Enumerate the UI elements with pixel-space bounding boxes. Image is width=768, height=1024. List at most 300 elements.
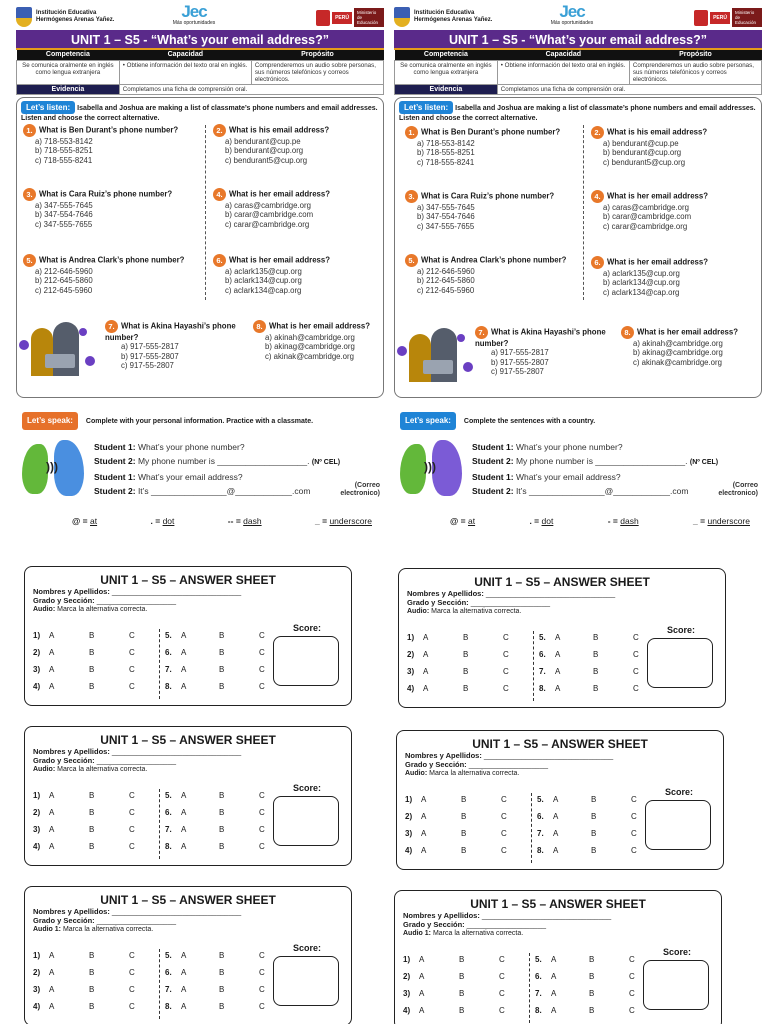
- header: [394, 4, 762, 30]
- grade-field[interactable]: Grado y Sección: ___________________: [33, 596, 177, 605]
- answer-option[interactable]: A: [49, 665, 55, 674]
- audio-instruction: Audio: Marca la alternativa correcta.: [405, 770, 520, 777]
- question-number: 2): [33, 808, 41, 817]
- answer-option[interactable]: C: [259, 808, 265, 817]
- answer-option[interactable]: A: [49, 1002, 55, 1011]
- answer-option[interactable]: C: [501, 812, 507, 821]
- question-4: 4. What is her email address? a) caras@cambridge.org b) carar@cambridge.com c) carar@cambridge.org: [591, 190, 761, 232]
- competency-table: Competencia Capacidad Propósito Se comunica oralmente en inglés como lengua extranjera • Obtiene información del texto oral en inglés. Comprenderemos un audio sobre personas, sus números telefónicos y correos electrónicos. Evidencia Completamos una ficha de comprensión oral.: [394, 50, 762, 95]
- institution-name: Institución Educativa Hermógenes Arenas Yañez.: [36, 10, 115, 23]
- answer-option[interactable]: C: [501, 846, 507, 855]
- answer-option[interactable]: B: [219, 648, 225, 657]
- people-with-laptop-illustration: [23, 320, 93, 376]
- answer-option[interactable]: B: [591, 795, 597, 804]
- answer-option[interactable]: C: [129, 648, 135, 657]
- question-number: 2): [405, 812, 413, 821]
- score-area: Score:: [273, 623, 341, 686]
- answer-option[interactable]: A: [181, 682, 187, 691]
- answer-option[interactable]: B: [89, 665, 95, 674]
- header: [16, 4, 384, 30]
- answer-option[interactable]: B: [219, 631, 225, 640]
- answer-option[interactable]: B: [89, 791, 95, 800]
- answer-row: [405, 812, 645, 829]
- answer-row: [33, 985, 273, 1002]
- question-number: 1): [403, 955, 411, 964]
- answer-option[interactable]: C: [259, 951, 265, 960]
- question-number: 1): [405, 795, 413, 804]
- unit-title: UNIT 1 – S5 - “What’s your email address?”: [394, 30, 762, 50]
- answer-option[interactable]: A: [553, 846, 559, 855]
- answer-option[interactable]: A: [553, 812, 559, 821]
- audio-instruction: Audio: Marca la alternativa correcta.: [33, 606, 148, 613]
- answer-option[interactable]: B: [219, 665, 225, 674]
- answer-option[interactable]: C: [631, 846, 637, 855]
- answer-option[interactable]: A: [49, 968, 55, 977]
- answer-option[interactable]: A: [421, 829, 427, 838]
- answer-option[interactable]: C: [259, 631, 265, 640]
- answer-option[interactable]: A: [419, 955, 425, 964]
- question-8: 8. What is her email address? a) akinah@cambridge.org b) akinag@cambridge.org c) akinak@cambridge.org: [253, 320, 383, 362]
- question-number: 4): [403, 1006, 411, 1015]
- answer-option[interactable]: A: [49, 682, 55, 691]
- question-number: 2): [407, 650, 415, 659]
- answer-option[interactable]: A: [555, 684, 561, 693]
- question-number: 3): [403, 989, 411, 998]
- answer-option[interactable]: C: [129, 985, 135, 994]
- question-number: 7.: [535, 989, 542, 998]
- score-box[interactable]: [643, 960, 709, 1010]
- audio-instruction: Audio: Marca la alternativa correcta.: [407, 608, 522, 615]
- answer-row: [33, 842, 273, 859]
- score-box[interactable]: [273, 796, 339, 846]
- audio-instruction: Audio: Marca la alternativa correcta.: [33, 766, 148, 773]
- answer-sheet-title: UNIT 1 – S5 – ANSWER SHEET: [472, 737, 648, 751]
- dialogue: Student 1: What’s your phone number? Student 2: My phone number is ___________________. (Nº CEL) Student 1: What’s your email address? Student 2: It’s ________________@____________.com (Correo electronico): [472, 442, 758, 497]
- answer-row: [407, 667, 647, 684]
- speak-section: Let’s speak: Complete with your personal information. Practice with a classmate. ))) Student 1: What’s your phone number? Student 2: My phone number is ___________________. (Nº CEL) Student 1: What’s your email address? Student 2: It’s ________________@____________.com (Correo electronico) @ = at . = dot -- = dash _ = underscore: [16, 412, 384, 520]
- answer-option[interactable]: A: [181, 842, 187, 851]
- answer-row: [33, 825, 273, 842]
- answer-row: [407, 633, 647, 650]
- answer-option[interactable]: C: [259, 665, 265, 674]
- jec-logo: Jec Más oportunidades: [172, 2, 216, 26]
- answer-option[interactable]: C: [629, 989, 635, 998]
- lets-speak-tag: Let’s speak:: [22, 412, 78, 430]
- answer-option[interactable]: C: [129, 665, 135, 674]
- answer-option[interactable]: B: [589, 989, 595, 998]
- grade-field[interactable]: Grado y Sección: ___________________: [403, 920, 547, 929]
- answer-option[interactable]: A: [181, 968, 187, 977]
- question-number: 3): [33, 665, 41, 674]
- audio-instruction: Audio 1: Marca la alternativa correcta.: [33, 926, 154, 933]
- answer-option[interactable]: A: [551, 1006, 557, 1015]
- question-number: 7.: [165, 985, 172, 994]
- answer-option[interactable]: A: [423, 650, 429, 659]
- answer-sheet-title: UNIT 1 – S5 – ANSWER SHEET: [470, 897, 646, 911]
- answer-row: [405, 846, 645, 863]
- worksheet-left: [16, 4, 384, 526]
- question-1: 1. What is Ben Durant’s phone number? a) 718-553-8142 b) 718-555-8251 c) 718-555-8241: [405, 126, 581, 168]
- answer-option[interactable]: A: [49, 648, 55, 657]
- question-number: 4): [33, 1002, 41, 1011]
- question-number: 7.: [539, 667, 546, 676]
- answer-option[interactable]: C: [259, 648, 265, 657]
- question-number: 4): [33, 842, 41, 851]
- score-box[interactable]: [647, 638, 713, 688]
- question-number: 3): [33, 985, 41, 994]
- answer-row: [407, 650, 647, 667]
- answer-options-grid: [33, 791, 273, 859]
- question-number: 8.: [165, 1002, 172, 1011]
- answer-option[interactable]: B: [593, 633, 599, 642]
- dashed-divider: [205, 125, 206, 300]
- question-number: 6.: [535, 972, 542, 981]
- question-number: 6.: [165, 648, 172, 657]
- name-field[interactable]: Nombres y Apellidos: _______________________________: [33, 587, 242, 596]
- answer-option[interactable]: B: [89, 842, 95, 851]
- answer-option[interactable]: B: [463, 633, 469, 642]
- question-7: 7. What is Akina Hayashi’s phone number? a) 917-555-2817 b) 917-555-2807 c) 917-55-2807: [475, 327, 606, 376]
- answer-option[interactable]: C: [129, 951, 135, 960]
- answer-row: [407, 684, 647, 701]
- talking-heads-illustration: ))): [20, 438, 92, 498]
- answer-option[interactable]: B: [459, 955, 465, 964]
- question-number: 7.: [537, 829, 544, 838]
- answer-options-grid: [403, 955, 643, 1023]
- answer-option[interactable]: A: [49, 951, 55, 960]
- answer-option[interactable]: A: [419, 989, 425, 998]
- name-field[interactable]: Nombres y Apellidos: _______________________________: [403, 911, 612, 920]
- peru-shield-icon: [316, 10, 330, 26]
- answer-option[interactable]: A: [181, 665, 187, 674]
- answer-sheet-title: UNIT 1 – S5 – ANSWER SHEET: [100, 573, 276, 587]
- answer-row: [403, 955, 643, 972]
- answer-option[interactable]: B: [219, 985, 225, 994]
- school-crest-icon: [394, 7, 410, 27]
- answer-option[interactable]: C: [501, 829, 507, 838]
- answer-option[interactable]: B: [463, 667, 469, 676]
- grade-field[interactable]: Grado y Sección: ___________________: [33, 756, 177, 765]
- answer-option[interactable]: A: [49, 842, 55, 851]
- answer-option[interactable]: B: [89, 808, 95, 817]
- answer-option[interactable]: C: [259, 985, 265, 994]
- answer-option[interactable]: B: [219, 968, 225, 977]
- question-number: 4): [405, 846, 413, 855]
- grade-field[interactable]: Grado y Sección: ___________________: [405, 760, 549, 769]
- answer-row: [403, 972, 643, 989]
- question-number: 3): [405, 829, 413, 838]
- answer-option[interactable]: B: [219, 791, 225, 800]
- answer-option[interactable]: B: [589, 972, 595, 981]
- question-number: 2): [403, 972, 411, 981]
- grade-field[interactable]: Grado y Sección: ___________________: [407, 598, 551, 607]
- answer-option[interactable]: B: [593, 684, 599, 693]
- answer-option[interactable]: C: [633, 684, 639, 693]
- answer-option[interactable]: A: [181, 951, 187, 960]
- score-box[interactable]: [645, 800, 711, 850]
- question-number: 3): [33, 825, 41, 834]
- answer-row: [33, 1002, 273, 1019]
- answer-option[interactable]: B: [463, 684, 469, 693]
- dashed-divider: [583, 125, 584, 300]
- peru-shield-icon: [694, 10, 708, 26]
- people-with-laptop-illustration: [401, 326, 471, 382]
- answer-option[interactable]: B: [463, 650, 469, 659]
- question-number: 5.: [165, 951, 172, 960]
- question-7: 7. What is Akina Hayashi’s phone number? a) 917-555-2817 b) 917-555-2807 c) 917-55-2807: [105, 321, 236, 370]
- answer-option[interactable]: A: [423, 633, 429, 642]
- answer-option[interactable]: A: [181, 808, 187, 817]
- answer-option[interactable]: C: [631, 795, 637, 804]
- answer-option[interactable]: B: [89, 968, 95, 977]
- symbols-legend: @ = at . = dot - = dash _ = underscore: [450, 516, 750, 526]
- answer-option[interactable]: C: [501, 795, 507, 804]
- listen-section: Let’s listen: Isabella and Joshua are making a list of classmate’s phone numbers and email addresses. Listen and choose the correct alternative. 1. What is Ben Durant’s phone number? a) 718-553-8142 b) 718-555-8251 c) 718-555-8241 2. What is his email address? a) bendurant@cup.pe b) bendurant@cup.org c) bendurant5@cup.org 3. What is Cara Ruiz’s phone number? a) 347-555-7645 b) 347-554-7646 c) 347-555-7655 4. What is her email address? a) caras@cambridge.org b) carar@cambridge.com c) carar@cambridge.org 5. What is Andrea Clark’s phone number? a) 212-646-5960 b) 212-645-5860 c) 212-645-5960 6. What is her email address? a) aclark135@cup.org b) aclark134@cup.org c) aclark134@cap.org 7. What is Akina Hayashi’s phone number? a) 917-555-2817 b) 917-555-2807 c) 917-55-2807 8. What is her email address? a) akinah@cambridge.org b) akinag@cambridge.org c) akinak@cambridge.org: [16, 97, 384, 398]
- answer-option[interactable]: A: [555, 667, 561, 676]
- question-number: 1): [33, 791, 41, 800]
- question-6: 6. What is her email address? a) aclark135@cup.org b) aclark134@cup.org c) aclark134@cap.org: [213, 254, 383, 296]
- score-area: Score:: [273, 943, 341, 1006]
- answer-option[interactable]: C: [629, 972, 635, 981]
- answer-option[interactable]: A: [421, 812, 427, 821]
- answer-option[interactable]: A: [551, 955, 557, 964]
- answer-option[interactable]: B: [591, 829, 597, 838]
- answer-option[interactable]: C: [129, 808, 135, 817]
- answer-option[interactable]: C: [259, 825, 265, 834]
- question-number: 5.: [165, 791, 172, 800]
- question-number: 8.: [539, 684, 546, 693]
- answer-option[interactable]: A: [551, 989, 557, 998]
- answer-option[interactable]: B: [89, 682, 95, 691]
- score-box[interactable]: [273, 956, 339, 1006]
- answer-option[interactable]: C: [259, 682, 265, 691]
- answer-option[interactable]: C: [633, 633, 639, 642]
- answer-option[interactable]: C: [499, 972, 505, 981]
- answer-option[interactable]: B: [461, 829, 467, 838]
- answer-option[interactable]: A: [49, 631, 55, 640]
- answer-option[interactable]: A: [419, 1006, 425, 1015]
- answer-option[interactable]: C: [499, 955, 505, 964]
- score-area: Score:: [645, 787, 713, 850]
- lets-speak-tag: Let’s speak:: [400, 412, 456, 430]
- answer-options-grid: [405, 795, 645, 863]
- answer-sheet-card: [396, 730, 724, 870]
- answer-option[interactable]: A: [181, 791, 187, 800]
- question-2: 2. What is his email address? a) bendurant@cup.pe b) bendurant@cup.org c) bendurant5@cup.org: [213, 124, 383, 166]
- answer-option[interactable]: B: [459, 972, 465, 981]
- answer-option[interactable]: B: [459, 1006, 465, 1015]
- answer-option[interactable]: B: [591, 812, 597, 821]
- answer-option[interactable]: C: [129, 682, 135, 691]
- answer-option[interactable]: C: [633, 667, 639, 676]
- question-5: 5. What is Andrea Clark’s phone number? a) 212-646-5960 b) 212-645-5860 c) 212-645-5960: [23, 254, 203, 296]
- answer-option[interactable]: C: [503, 633, 509, 642]
- answer-option[interactable]: C: [633, 650, 639, 659]
- score-area: Score:: [647, 625, 715, 688]
- answer-option[interactable]: C: [629, 1006, 635, 1015]
- worksheet-right: [394, 4, 762, 526]
- ministry-logo: PERÚ Ministerio de Educación: [694, 8, 762, 27]
- answer-option[interactable]: A: [49, 791, 55, 800]
- question-number: 6.: [539, 650, 546, 659]
- answer-option[interactable]: B: [89, 648, 95, 657]
- answer-option[interactable]: A: [421, 795, 427, 804]
- answer-option[interactable]: C: [259, 968, 265, 977]
- answer-option[interactable]: A: [421, 846, 427, 855]
- question-5: 5. What is Andrea Clark’s phone number? a) 212-646-5960 b) 212-645-5860 c) 212-645-5960: [405, 254, 581, 296]
- answer-option[interactable]: B: [593, 667, 599, 676]
- question-number: 3): [407, 667, 415, 676]
- question-number: 6.: [165, 968, 172, 977]
- answer-option[interactable]: B: [593, 650, 599, 659]
- question-number: 7.: [165, 665, 172, 674]
- answer-option[interactable]: C: [129, 825, 135, 834]
- answer-option[interactable]: A: [49, 985, 55, 994]
- question-number: 6.: [165, 808, 172, 817]
- answer-option[interactable]: A: [423, 684, 429, 693]
- answer-option[interactable]: A: [181, 825, 187, 834]
- answer-option[interactable]: C: [129, 842, 135, 851]
- answer-option[interactable]: B: [459, 989, 465, 998]
- name-field[interactable]: Nombres y Apellidos: _______________________________: [407, 589, 616, 598]
- answer-option[interactable]: C: [129, 1002, 135, 1011]
- question-number: 8.: [537, 846, 544, 855]
- question-number: 4): [33, 682, 41, 691]
- answer-option[interactable]: C: [629, 955, 635, 964]
- answer-sheet-card: [394, 890, 722, 1024]
- answer-option[interactable]: B: [589, 955, 595, 964]
- speak-section: Let’s speak: Complete the sentences with a country. ))) Student 1: What’s your phone number? Student 2: My phone number is ___________________. (Nº CEL) Student 1: What’s your email address? Student 2: It’s ________________@____________.com (Correo electronico) @ = at . = dot - = dash _ = underscore: [394, 412, 762, 520]
- ministry-logo: PERÚ Ministerio de Educación: [316, 8, 384, 27]
- answer-option[interactable]: A: [553, 795, 559, 804]
- answer-option[interactable]: C: [259, 1002, 265, 1011]
- answer-sheet-card: [24, 886, 352, 1024]
- answer-option[interactable]: C: [129, 631, 135, 640]
- question-number: 5.: [165, 631, 172, 640]
- answer-option[interactable]: B: [89, 631, 95, 640]
- answer-sheet-title: UNIT 1 – S5 – ANSWER SHEET: [100, 733, 276, 747]
- question-1: 1. What is Ben Durant’s phone number? a) 718-553-8142 b) 718-555-8251 c) 718-555-8241: [23, 124, 203, 166]
- question-number: 1): [407, 633, 415, 642]
- answer-option[interactable]: A: [553, 829, 559, 838]
- answer-option[interactable]: C: [259, 791, 265, 800]
- question-number: 5.: [535, 955, 542, 964]
- question-8: 8. What is her email address? a) akinah@cambridge.org b) akinag@cambridge.org c) akinak@cambridge.org: [621, 326, 761, 368]
- answer-option[interactable]: B: [219, 825, 225, 834]
- talking-heads-illustration: ))): [398, 438, 470, 498]
- answer-options-grid: [407, 633, 647, 701]
- answer-row: [33, 968, 273, 985]
- score-box[interactable]: [273, 636, 339, 686]
- answer-option[interactable]: B: [219, 842, 225, 851]
- answer-row: [405, 795, 645, 812]
- answer-option[interactable]: C: [631, 812, 637, 821]
- answer-sheet-card: [24, 566, 352, 706]
- answer-row: [33, 682, 273, 699]
- answer-option[interactable]: A: [49, 808, 55, 817]
- answer-option[interactable]: B: [89, 1002, 95, 1011]
- answer-sheet-title: UNIT 1 – S5 – ANSWER SHEET: [474, 575, 650, 589]
- answer-option[interactable]: B: [219, 808, 225, 817]
- answer-option[interactable]: C: [499, 1006, 505, 1015]
- answer-option[interactable]: B: [89, 985, 95, 994]
- answer-option[interactable]: A: [181, 985, 187, 994]
- answer-option[interactable]: A: [181, 648, 187, 657]
- answer-option[interactable]: A: [49, 825, 55, 834]
- answer-option[interactable]: B: [461, 812, 467, 821]
- answer-option[interactable]: C: [503, 667, 509, 676]
- answer-option[interactable]: B: [219, 1002, 225, 1011]
- symbols-legend: @ = at . = dot -- = dash _ = underscore: [72, 516, 372, 526]
- answer-option[interactable]: B: [591, 846, 597, 855]
- audio-instruction: Audio 1: Marca la alternativa correcta.: [403, 930, 524, 937]
- answer-options-grid: [33, 951, 273, 1019]
- school-crest-icon: [16, 7, 32, 27]
- lets-listen-tag: Let’s listen:: [399, 101, 453, 114]
- question-number: 2): [33, 648, 41, 657]
- answer-row: [405, 829, 645, 846]
- question-number: 1): [33, 951, 41, 960]
- answer-option[interactable]: C: [499, 989, 505, 998]
- grade-field[interactable]: Grado y Sección: ___________________: [33, 916, 177, 925]
- answer-option[interactable]: A: [181, 631, 187, 640]
- answer-row: [33, 631, 273, 648]
- answer-option[interactable]: C: [129, 791, 135, 800]
- name-field[interactable]: Nombres y Apellidos: _______________________________: [405, 751, 614, 760]
- question-number: 6.: [537, 812, 544, 821]
- answer-sheet-card: [398, 568, 726, 708]
- answer-option[interactable]: C: [631, 829, 637, 838]
- answer-row: [33, 648, 273, 665]
- question-number: 2): [33, 968, 41, 977]
- answer-option[interactable]: B: [219, 951, 225, 960]
- question-3: 3. What is Cara Ruiz’s phone number? a) 347-555-7645 b) 347-554-7646 c) 347-555-7655: [405, 190, 581, 232]
- answer-options-grid: [33, 631, 273, 699]
- answer-option[interactable]: A: [555, 633, 561, 642]
- answer-sheet-title: UNIT 1 – S5 – ANSWER SHEET: [100, 893, 276, 907]
- answer-option[interactable]: B: [89, 825, 95, 834]
- answer-option[interactable]: B: [461, 795, 467, 804]
- answer-row: [33, 951, 273, 968]
- jec-logo: Jec Más oportunidades: [550, 2, 594, 26]
- name-field[interactable]: Nombres y Apellidos: _______________________________: [33, 747, 242, 756]
- question-number: 7.: [165, 825, 172, 834]
- answer-option[interactable]: A: [551, 972, 557, 981]
- answer-option[interactable]: B: [89, 951, 95, 960]
- answer-option[interactable]: C: [503, 650, 509, 659]
- answer-option[interactable]: C: [259, 842, 265, 851]
- answer-option[interactable]: B: [461, 846, 467, 855]
- answer-option[interactable]: B: [589, 1006, 595, 1015]
- name-field[interactable]: Nombres y Apellidos: _______________________________: [33, 907, 242, 916]
- question-number: 5.: [539, 633, 546, 642]
- score-area: Score:: [273, 783, 341, 846]
- question-4: 4. What is her email address? a) caras@cambridge.org b) carar@cambridge.com c) carar@cambridge.org: [213, 188, 383, 230]
- question-number: 4): [407, 684, 415, 693]
- answer-option[interactable]: C: [129, 968, 135, 977]
- answer-row: [33, 665, 273, 682]
- score-area: Score:: [643, 947, 711, 1010]
- answer-option[interactable]: A: [423, 667, 429, 676]
- answer-option[interactable]: B: [219, 682, 225, 691]
- answer-option[interactable]: A: [181, 1002, 187, 1011]
- answer-option[interactable]: A: [419, 972, 425, 981]
- question-number: 5.: [537, 795, 544, 804]
- question-number: 8.: [165, 682, 172, 691]
- answer-option[interactable]: A: [555, 650, 561, 659]
- answer-option[interactable]: C: [503, 684, 509, 693]
- answer-row: [403, 989, 643, 1006]
